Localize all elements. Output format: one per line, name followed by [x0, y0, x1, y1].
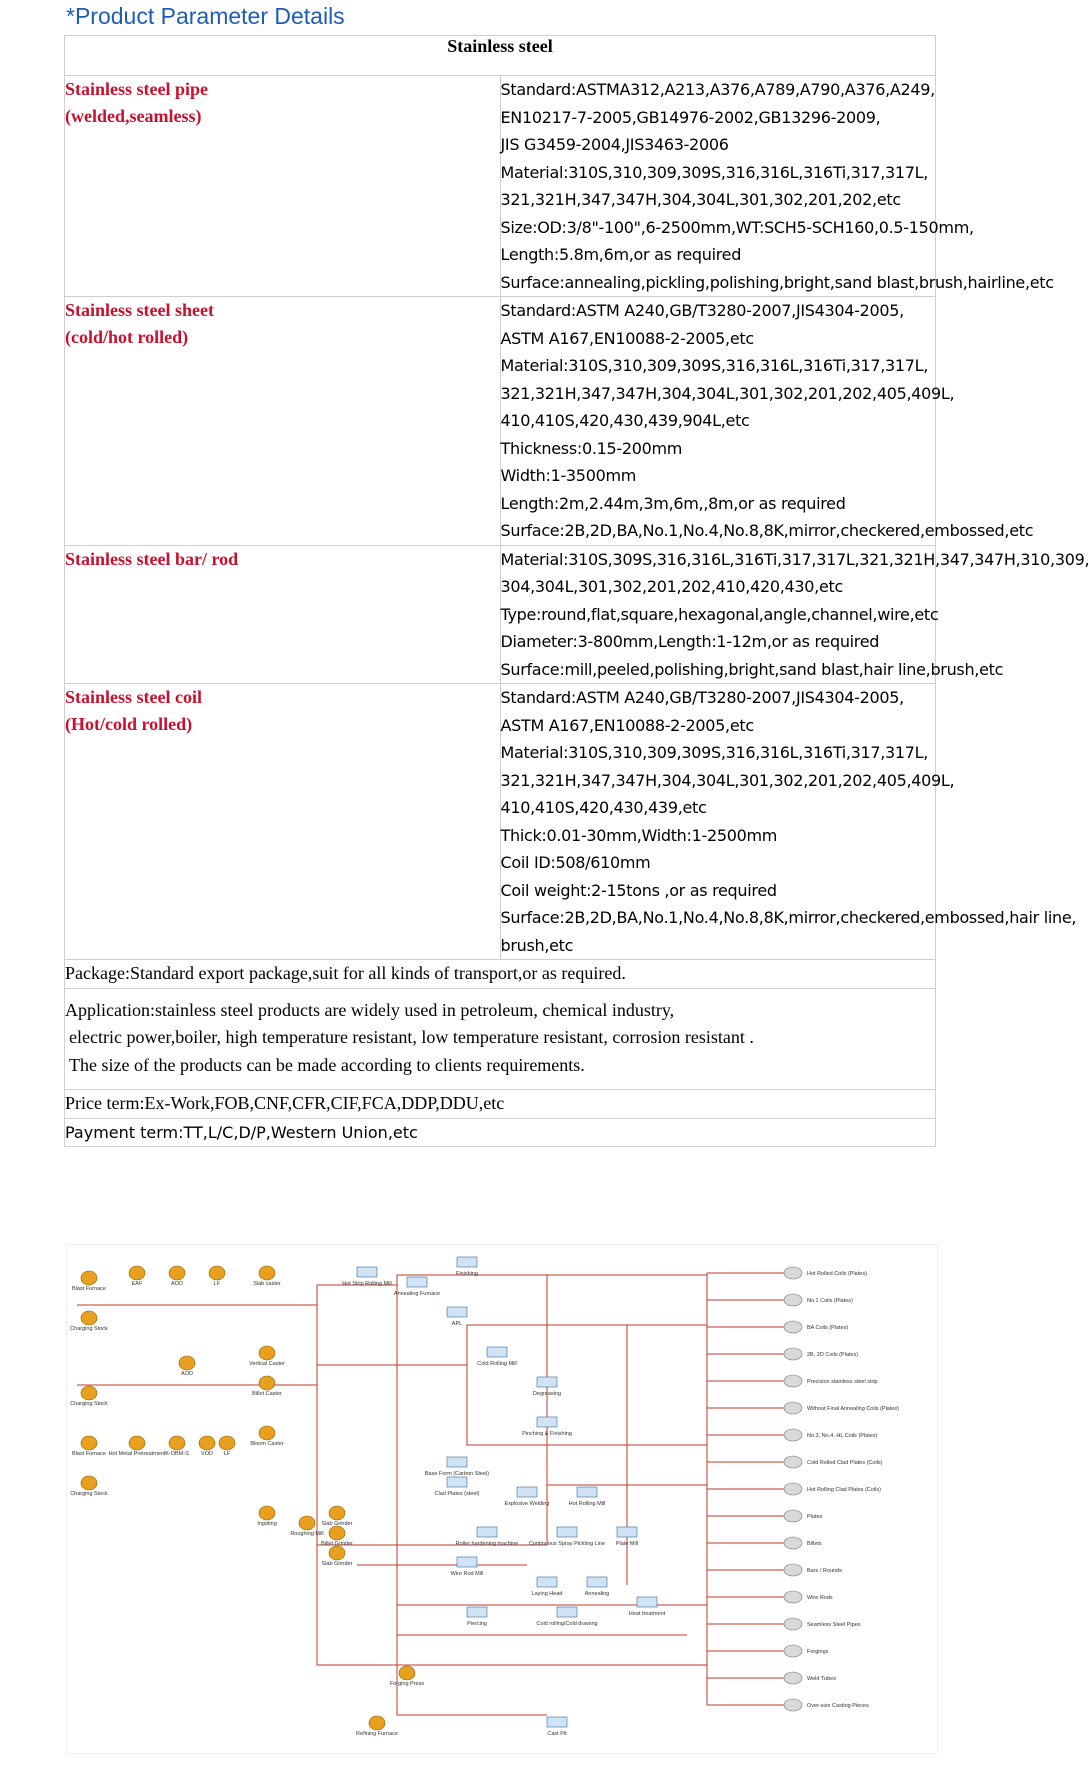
diagram-label: Weld Tubes [807, 1676, 836, 1682]
diagram-label: Slab Grinder [321, 1521, 353, 1527]
furnace-shape [259, 1506, 275, 1520]
diagram-label: Cold Rolling Mill [477, 1361, 517, 1367]
page-title: *Product Parameter Details [66, 3, 345, 29]
station-shape [457, 1257, 477, 1267]
spec-line: Standard:ASTM A240,GB/T3280-2007,JIS4304-2005, [500, 301, 904, 320]
diagram-label: Billet Grinder [321, 1541, 353, 1547]
furnace-shape [299, 1516, 315, 1530]
diagram-label: Plate Mill [615, 1541, 639, 1547]
spec-line: Material:310S,310,309,309S,316,316L,316Ti,317,317L, [500, 356, 929, 375]
product-shape [784, 1537, 802, 1549]
station-shape [587, 1577, 607, 1587]
diagram-label: APL [451, 1321, 463, 1327]
diagram-label: Billet Caster [252, 1391, 282, 1397]
diagram-label: Cold Rolled Clad Plates (Coils) [807, 1460, 883, 1466]
row-label-line: (Hot/cold rolled) [65, 714, 193, 734]
product-shape [784, 1402, 802, 1414]
diagram-label: Blast Furnace [72, 1286, 106, 1292]
diagram-label: VOD [201, 1451, 213, 1457]
spec-line: EN10217-7-2005,GB14976-2002,GB13296-2009, [500, 107, 881, 127]
spec-line: Thickness:0.15-200mm [500, 438, 683, 458]
application-line: The size of the products can be made according to clients requirements. [69, 1054, 585, 1075]
diagram-label: Without Final Annealing Coils (Plates) [807, 1406, 900, 1412]
spec-line: brush,etc [500, 935, 574, 955]
spec-line: Material:310S,310,309,309S,316,316L,316Ti,317,317L, [500, 162, 929, 182]
diagram-label: AOD [171, 1281, 183, 1287]
station-shape [487, 1347, 507, 1357]
station-shape [617, 1527, 637, 1537]
product-shape [784, 1645, 802, 1657]
table-row [65, 960, 936, 989]
flow-line [77, 1275, 707, 1305]
diagram-label: Annealing [584, 1591, 610, 1597]
row-label-line: Stainless steel sheet [65, 300, 214, 320]
diagram-label: Piercing [467, 1621, 487, 1627]
diagram-label: Charging Stock [70, 1401, 108, 1407]
price-term-text: Price term:Ex-Work,FOB,CNF,CFR,CIF,FCA,DDP,DDU,etc [65, 1093, 505, 1113]
diagram-label: Charging Stock [70, 1326, 108, 1332]
diagram-label: Blast Furnace [72, 1451, 106, 1457]
spec-line: Material:310S,309S,316,316L,316Ti,317,317L,321,321H,347,347H,310,309, [500, 549, 1089, 569]
furnace-shape [129, 1266, 145, 1280]
station-shape [517, 1487, 537, 1497]
product-shape [784, 1672, 802, 1684]
diagram-label: Hot Metal Pretreatment [108, 1451, 166, 1457]
spec-line: 321,321H,347,347H,304,304L,301,302,201,202,etc [500, 190, 901, 209]
station-shape [577, 1487, 597, 1497]
diagram-label: Hot Rolling Clad Plates (Coils) [807, 1487, 881, 1493]
product-shape [784, 1267, 802, 1279]
diagram-label: Wire Rod Mill [450, 1571, 484, 1577]
station-shape [637, 1597, 657, 1607]
row-label-line: Stainless steel bar/ rod [65, 548, 239, 569]
spec-line: Size:OD:3/8"-100",6-2500mm,WT:SCH5-SCH160,0.5-150mm, [500, 217, 974, 237]
diagram-label: EAF [131, 1281, 143, 1287]
diagram-label: Charging Stock [70, 1491, 108, 1497]
diagram-label: Laying Head [531, 1591, 563, 1597]
payment-term-text: Payment term:TT,L/C,D/P,Western Union,etc [65, 1122, 418, 1142]
diagram-label: Billets [807, 1541, 822, 1547]
diagram-label: Wire Rods [807, 1595, 833, 1601]
row-label-pipe [65, 76, 501, 297]
diagram-label: Refining Furnace [356, 1731, 398, 1737]
table-row [65, 76, 936, 297]
payment-term-row [65, 1118, 936, 1147]
furnace-shape [219, 1436, 235, 1450]
furnace-shape [329, 1546, 345, 1560]
process-flow-diagram [66, 1244, 938, 1754]
flow-line [77, 1325, 707, 1385]
furnace-shape [81, 1436, 97, 1450]
diagram-label: Base Form (Carbon Steel) [424, 1471, 490, 1477]
diagram-label: Roughing Mill [290, 1531, 324, 1537]
product-shape [784, 1699, 802, 1711]
diagram-label: Cast Pit [547, 1731, 567, 1737]
spec-line: Width:1-3500mm [500, 466, 637, 485]
product-shape [784, 1510, 802, 1522]
furnace-shape [81, 1271, 97, 1285]
furnace-shape [259, 1346, 275, 1360]
station-shape [537, 1377, 557, 1387]
diagram-label: Plates [807, 1514, 823, 1520]
table-row [65, 988, 936, 1090]
spec-line: JIS G3459-2004,JIS3463-2006 [500, 135, 729, 154]
row-values-sheet [500, 297, 1034, 546]
diagram-label: Forging Press [389, 1681, 425, 1687]
furnace-shape [81, 1476, 97, 1490]
diagram-label: Hot Rolling Mill [568, 1501, 606, 1507]
diagram-label: No.3, No.4, HL Coils (Plates) [807, 1433, 878, 1439]
diagram-label: Forgings [807, 1649, 829, 1655]
product-shape [784, 1456, 802, 1468]
table-row [65, 545, 936, 684]
row-label-line: Stainless steel coil [65, 687, 202, 707]
spec-line: ASTM A167,EN10088-2-2005,etc [500, 715, 754, 735]
diagram-label: Continuous Spray Pickling Line [528, 1541, 606, 1547]
diagram-label: AOD [181, 1371, 193, 1377]
diagram-label: Cold rolling/Cold drawing [536, 1621, 598, 1627]
spec-line: Length:5.8m,6m,or as required [500, 245, 742, 264]
spec-line: Thick:0.01-30mm,Width:1-2500mm [500, 825, 778, 845]
diagram-label: Bloom Caster [250, 1441, 284, 1447]
furnace-shape [329, 1506, 345, 1520]
diagram-label: Slab caster [253, 1281, 281, 1287]
table-row [65, 1118, 936, 1147]
diagram-label: Vertical Caster [249, 1361, 285, 1367]
spec-line: Surface:mill,peeled,polishing,bright,sand blast,hair line,brush,etc [500, 659, 1004, 679]
application-line: Application:stainless steel products are widely used in petroleum, chemical industry, [65, 999, 675, 1020]
furnace-shape [329, 1526, 345, 1540]
diagram-label: Roller hardening machine [455, 1541, 519, 1547]
diagram-label: Degreasing [532, 1391, 562, 1397]
application-line: electric power,boiler, high temperature resistant, low temperature resistant, corrosion resistant . [69, 1027, 754, 1047]
furnace-shape [259, 1266, 275, 1280]
diagram-label: Explosive Welding [504, 1501, 550, 1507]
row-label-line: Stainless steel pipe [65, 79, 209, 99]
station-shape [547, 1717, 567, 1727]
furnace-shape [259, 1376, 275, 1390]
spec-line: Diameter:3-800mm,Length:1-12m,or as required [500, 632, 880, 651]
spec-line: 321,321H,347,347H,304,304L,301,302,201,202,405,409L, [500, 383, 955, 403]
diagram-label: Ingoting [257, 1521, 277, 1527]
diagram-label: Precision stainless steel strip [807, 1379, 878, 1385]
furnace-shape [169, 1266, 185, 1280]
spec-line: Surface:2B,2D,BA,No.1,No.4,No.8,8K,mirror,checkered,embossed,hair line, [500, 908, 1077, 927]
station-shape [467, 1607, 487, 1617]
spec-line: Surface:2B,2D,BA,No.1,No.4,No.8,8K,mirror,checkered,embossed,etc [500, 521, 1034, 540]
diagram-label: Finishing [455, 1271, 479, 1277]
spec-line: Standard:ASTMA312,A213,A376,A789,A790,A376,A249, [500, 80, 935, 99]
diagram-label: Hot Rolled Coils (Plates) [807, 1271, 867, 1277]
spec-line: Type:round,flat,square,hexagonal,angle,channel,wire,etc [500, 604, 939, 624]
product-shape [784, 1294, 802, 1306]
row-label-line: (cold/hot rolled) [65, 327, 189, 347]
diagram-label: Hot Strip Rolling Mill [342, 1281, 392, 1287]
furnace-shape [259, 1426, 275, 1440]
spec-line: Coil weight:2-15tons ,or as required [500, 880, 777, 900]
product-shape [784, 1591, 802, 1603]
row-values-pipe [500, 76, 1054, 297]
diagram-label: Over-size Casting Pieces [807, 1703, 869, 1709]
diagram-label: Bars / Rounds [807, 1568, 842, 1574]
furnace-shape [169, 1436, 185, 1450]
diagram-label: Slab Grinder [321, 1561, 353, 1567]
furnace-shape [369, 1716, 385, 1730]
furnace-shape [209, 1266, 225, 1280]
table-header: Stainless steel [65, 36, 936, 76]
product-shape [784, 1321, 802, 1333]
process-flow-svg [67, 1245, 937, 1753]
station-shape [557, 1607, 577, 1617]
product-shape [784, 1375, 802, 1387]
spec-line: 304,304L,301,302,201,202,410,420,430,etc [500, 577, 843, 596]
spec-line: Surface:annealing,pickling,polishing,bright,sand blast,brush,hairline,etc [500, 272, 1054, 292]
furnace-shape [399, 1666, 415, 1680]
package-row [65, 960, 936, 989]
spec-line: ASTM A167,EN10088-2-2005,etc [500, 328, 754, 348]
table-row [65, 1090, 936, 1119]
diagram-label: BA Coils (Plates) [807, 1325, 849, 1331]
flow-line [467, 1365, 707, 1445]
diagram-label: K-OBM-S [165, 1451, 189, 1457]
diagram-label: Pinching & Finishing [522, 1431, 572, 1437]
station-shape [557, 1527, 577, 1537]
diagram-label: Annealing Furnace [393, 1291, 441, 1297]
row-label-coil [65, 684, 501, 960]
station-shape [477, 1527, 497, 1537]
product-shape [784, 1618, 802, 1630]
station-shape [447, 1457, 467, 1467]
station-shape [357, 1267, 377, 1277]
station-shape [447, 1307, 467, 1317]
flow-line [317, 1305, 707, 1545]
furnace-shape [179, 1356, 195, 1370]
product-shape [784, 1564, 802, 1576]
station-shape [537, 1417, 557, 1427]
diagram-label: Seamless Steel Pipes [807, 1622, 861, 1628]
spec-line: 410,410S,420,430,439,etc [500, 798, 707, 817]
spec-line: Standard:ASTM A240,GB/T3280-2007,JIS4304-2005, [500, 688, 904, 707]
furnace-shape [129, 1436, 145, 1450]
spec-line: Coil ID:508/610mm [500, 853, 651, 872]
spec-line: Material:310S,310,309,309S,316,316L,316Ti,317,317L, [500, 743, 929, 762]
diagram-label: LF [223, 1451, 231, 1457]
row-values-bar [500, 545, 1089, 684]
row-values-coil [500, 684, 1077, 960]
furnace-shape [81, 1311, 97, 1325]
row-label-sheet [65, 297, 501, 546]
row-label-line: (welded,seamless) [65, 106, 202, 126]
table-row [65, 297, 936, 546]
product-shape [784, 1429, 802, 1441]
row-label-bar [65, 545, 501, 684]
spec-line: 321,321H,347,347H,304,304L,301,302,201,202,405,409L, [500, 770, 955, 790]
product-shape [784, 1483, 802, 1495]
diagram-label: Heat treatment [628, 1611, 666, 1617]
package-text: Package:Standard export package,suit for all kinds of transport,or as required. [65, 963, 626, 983]
application-row [65, 988, 936, 1090]
diagram-label: 2B, 2D Coils (Plates) [807, 1352, 859, 1358]
furnace-shape [81, 1386, 97, 1400]
spec-line: 410,410S,420,430,439,904L,etc [500, 411, 750, 430]
station-shape [457, 1557, 477, 1567]
station-shape [407, 1277, 427, 1287]
diagram-label: LF [213, 1281, 221, 1287]
diagram-label: Clad Plates (steel) [434, 1491, 480, 1497]
station-shape [537, 1577, 557, 1587]
parameter-table [64, 35, 1089, 1147]
price-term-row [65, 1090, 936, 1119]
station-shape [447, 1477, 467, 1487]
table-row [65, 684, 936, 960]
spec-line: Length:2m,2.44m,3m,6m,,8m,or as required [500, 493, 846, 513]
furnace-shape [199, 1436, 215, 1450]
product-shape [784, 1348, 802, 1360]
diagram-label: No.1 Coils (Plates) [807, 1298, 853, 1304]
